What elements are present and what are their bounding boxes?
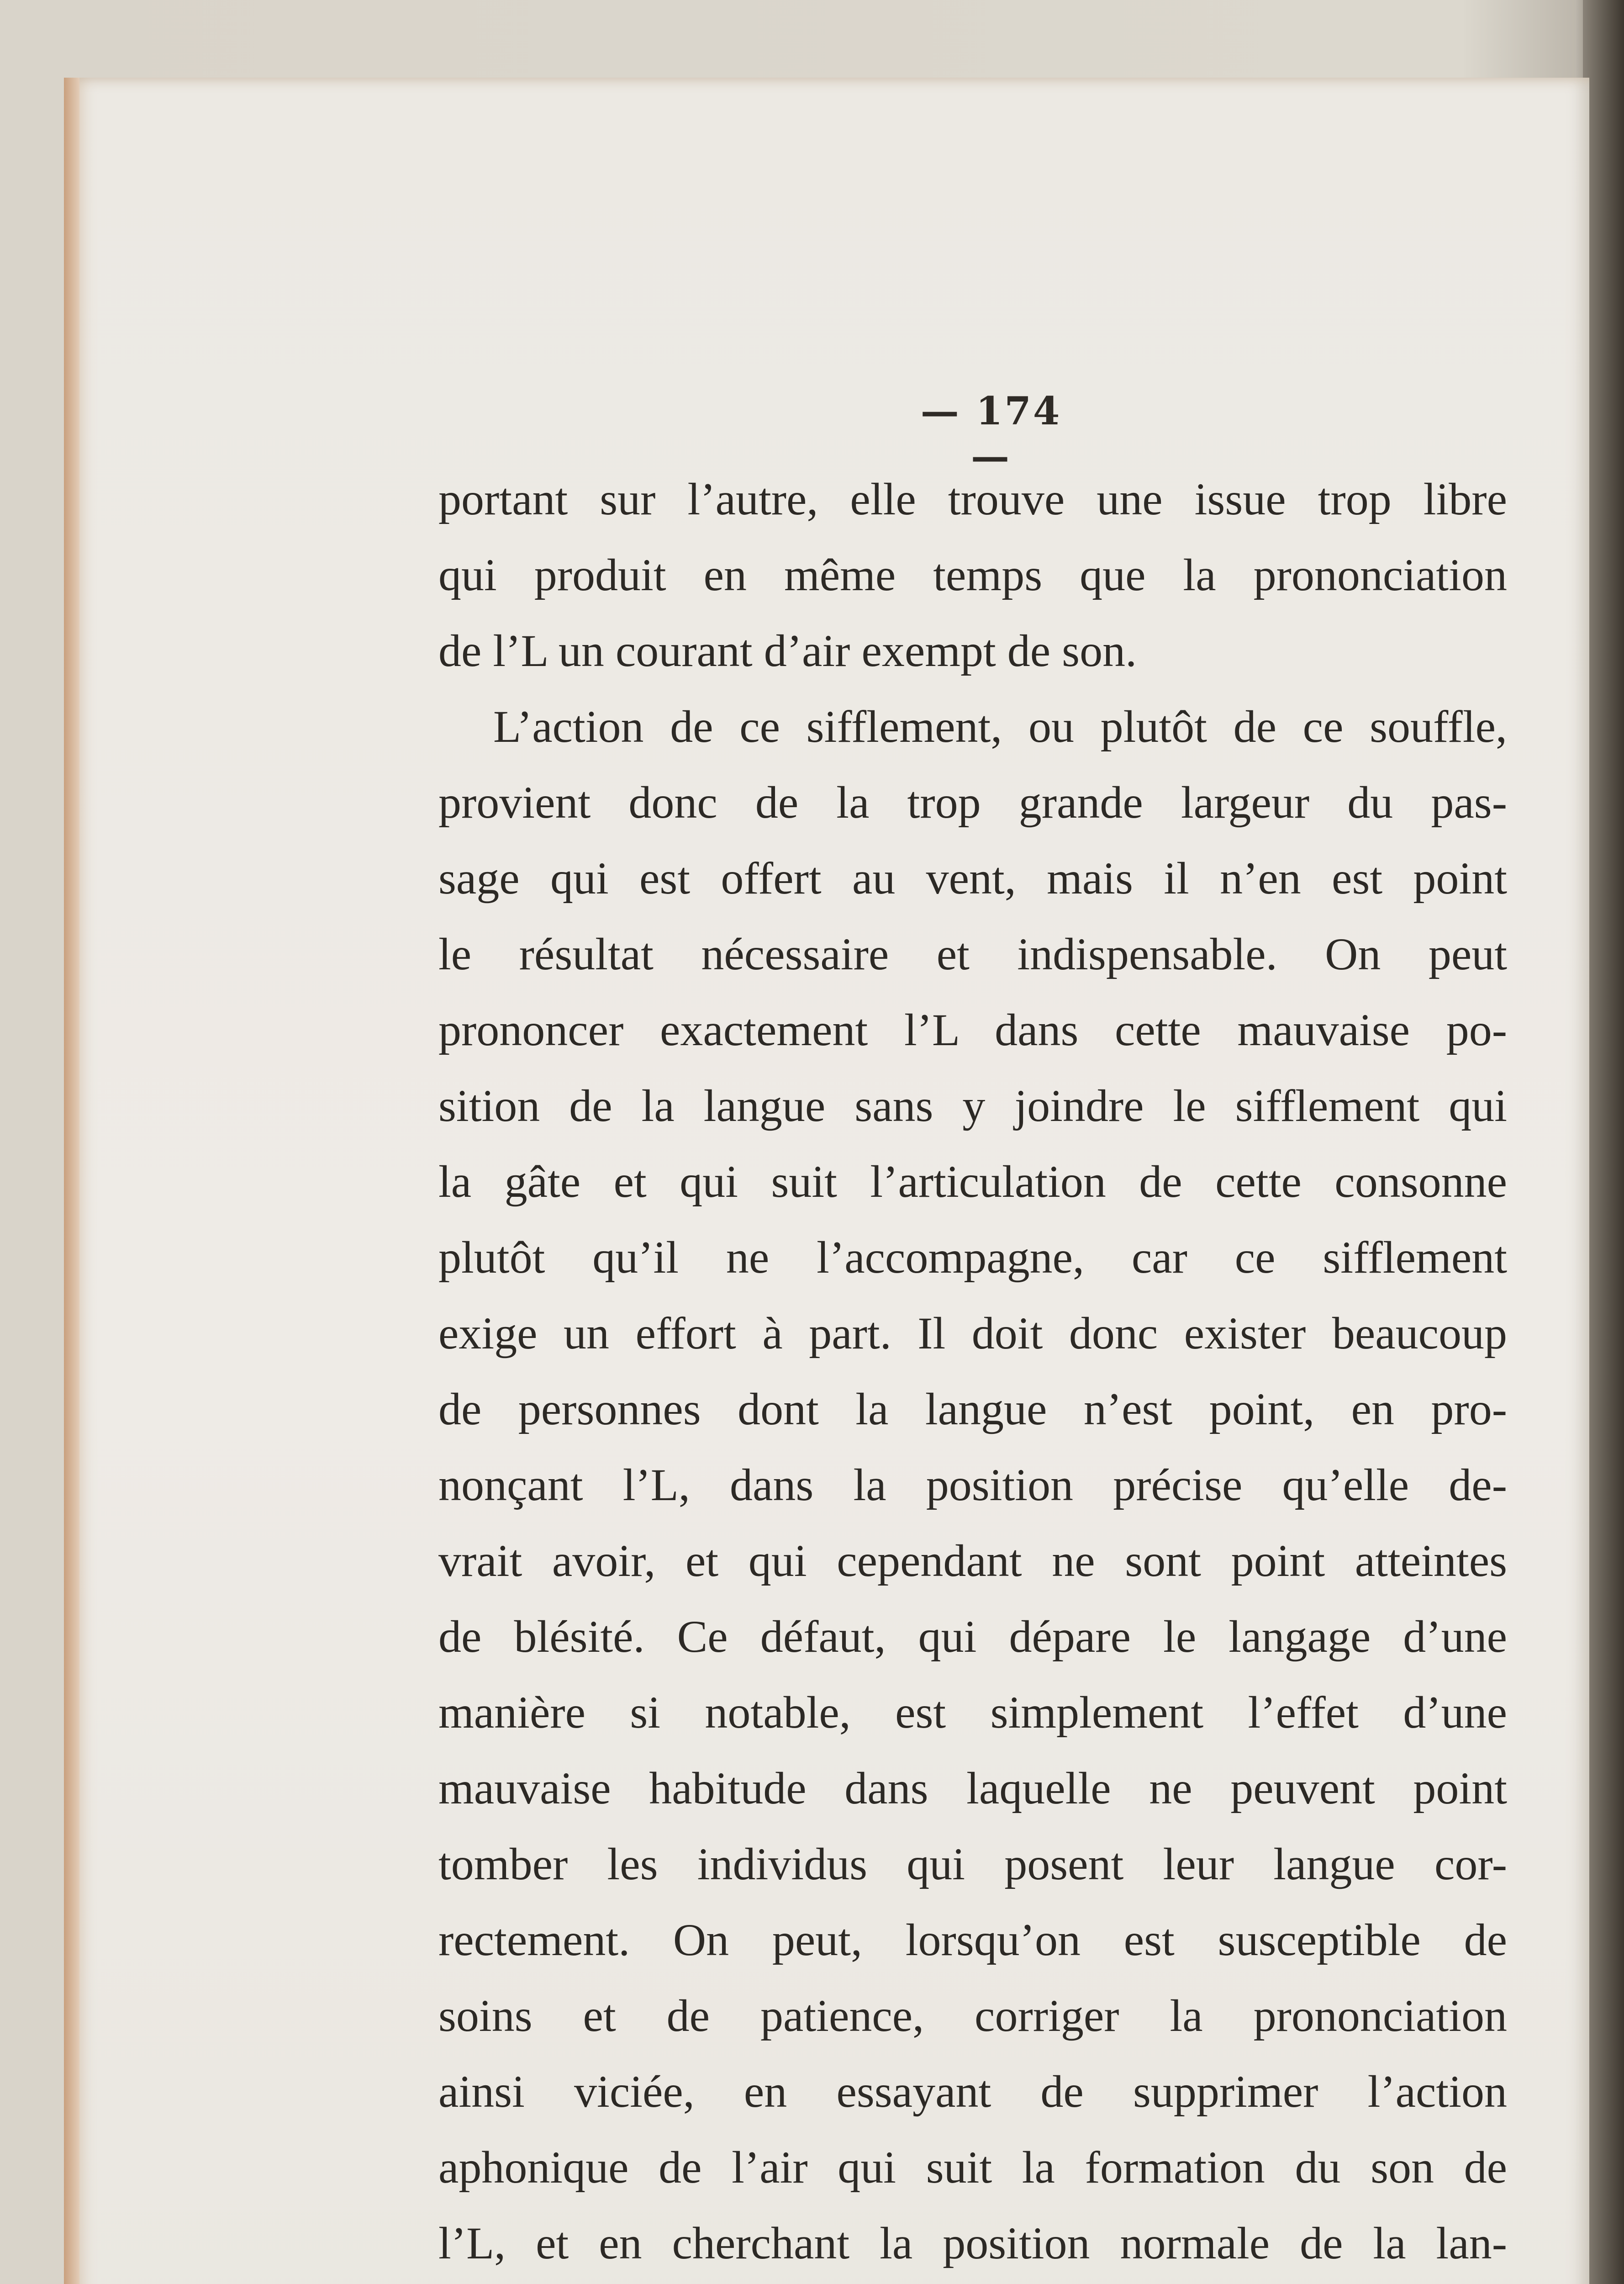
text-line: sition de la langue sans y joindre le sifflement qui: [438, 1080, 1507, 1131]
text-line: prononcer exactement l’L dans cette mauvaise po-: [438, 1005, 1507, 1055]
body-text: [438, 461, 1507, 2284]
text-line: aphonique de l’air qui suit la formation du son de: [438, 2142, 1507, 2193]
page-number: — 174 —: [920, 388, 1062, 479]
text-line: de personnes dont la langue n’est point, en pro-: [438, 1384, 1507, 1434]
text-line: le résultat nécessaire et indispensable. On peut: [438, 929, 1507, 979]
text-line: plutôt qu’il ne l’accompagne, car ce sifflement: [438, 1232, 1507, 1283]
text-line: la gâte et qui suit l’articulation de cette consonne: [438, 1156, 1507, 1207]
text-line: de l’L un courant d’air exempt de son.: [438, 625, 1137, 676]
text-line: sage qui est offert au vent, mais il n’en est point: [438, 853, 1507, 904]
page-edge: [64, 78, 79, 2284]
text-line: provient donc de la trop grande largeur du pas-: [438, 777, 1507, 828]
text-line: soins et de patience, corriger la prononciation: [438, 1990, 1507, 2041]
text-line: exige un effort à part. Il doit donc exister beaucoup: [438, 1308, 1507, 1359]
text-line: portant sur l’autre, elle trouve une issue trop libre: [438, 474, 1507, 524]
text-line: de blésité. Ce défaut, qui dépare le langage d’une: [438, 1611, 1507, 1662]
text-line: qui produit en même temps que la prononciation: [438, 550, 1507, 600]
text-line: nonçant l’L, dans la position précise qu’elle de-: [438, 1459, 1507, 1510]
text-line: ainsi viciée, en essayant de supprimer l’action: [438, 2066, 1507, 2117]
text-line: tomber les individus qui posent leur langue cor-: [438, 1839, 1507, 1889]
text-line: mauvaise habitude dans laquelle ne peuvent point: [438, 1763, 1507, 1813]
text-line: L’action de ce sifflement, ou plutôt de ce souffle,: [493, 701, 1507, 752]
text-line: vrait avoir, et qui cependant ne sont point atteintes: [438, 1535, 1507, 1586]
text-line: [438, 2281, 1507, 2284]
text-line: rectement. On peut, lorsqu’on est susceptible de: [438, 1914, 1507, 1965]
text-line: l’L, et en cherchant la position normale de la lan-: [438, 2218, 1507, 2268]
text-line: manière si notable, est simplement l’effet d’une: [438, 1687, 1507, 1738]
